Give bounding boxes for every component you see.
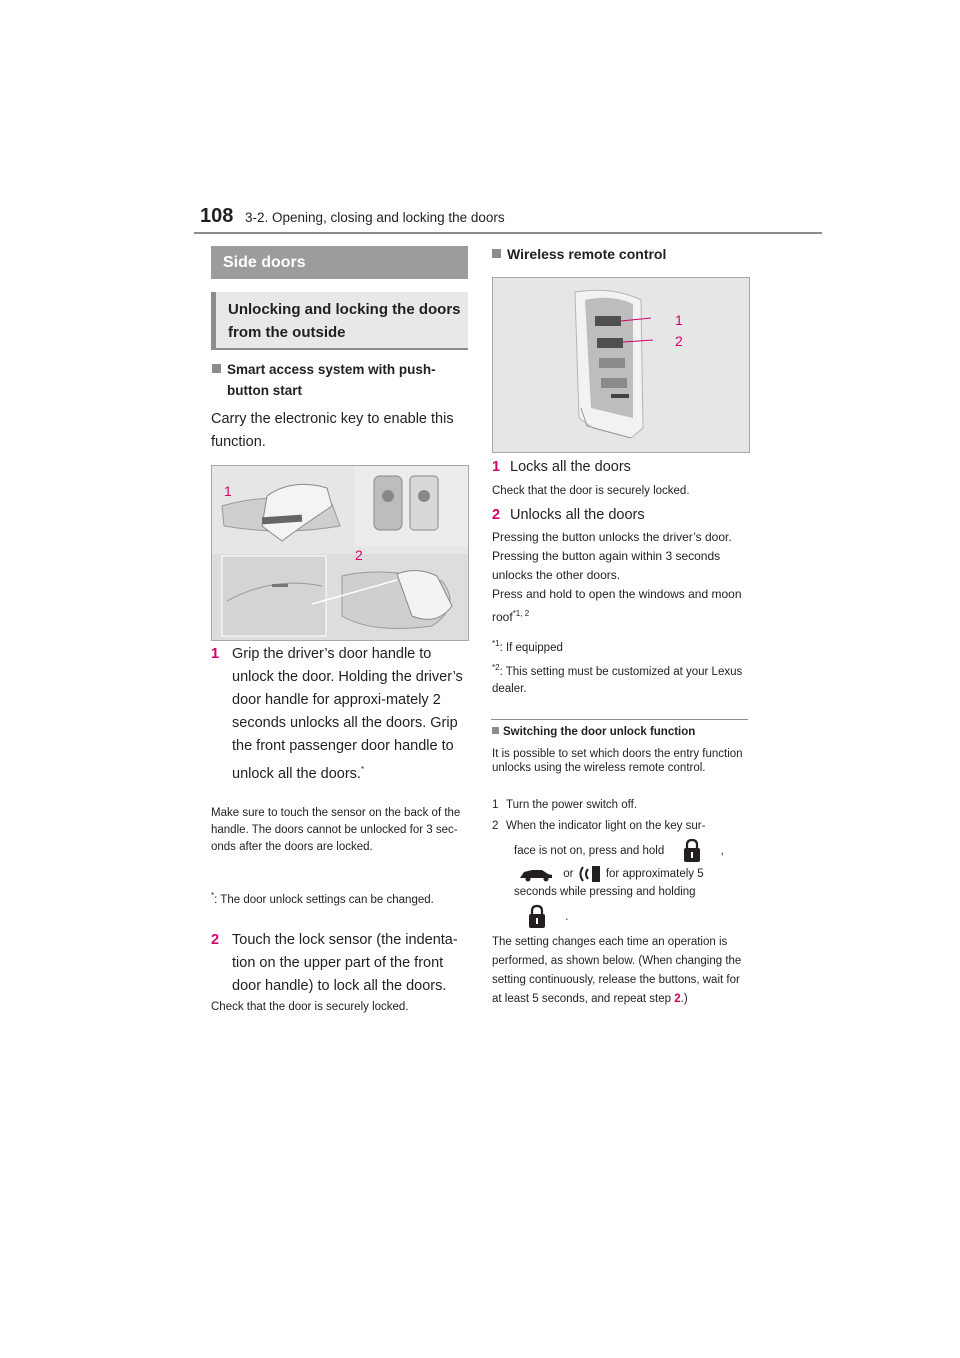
right-footnote-2: $^{*2}$: This setting must be customized at your Lexus dealer. bbox=[492, 663, 743, 695]
step-text: Locks all the doors bbox=[510, 459, 631, 475]
step-number: 1 bbox=[211, 646, 220, 662]
figure-label-2: 2 bbox=[675, 333, 683, 349]
square-bullet-icon bbox=[492, 249, 501, 258]
intro-text: Carry the electronic key to enable this function. bbox=[211, 411, 454, 450]
switch-step-2: 2 When the indicator light on the key sur- bbox=[492, 820, 706, 832]
header-rule bbox=[194, 232, 822, 234]
square-bullet-icon bbox=[212, 364, 221, 373]
step-text: Touch the lock sensor (the indenta-tion on the upper part of the front door handle) to lock all the doors. bbox=[232, 932, 458, 994]
step-number: 2 bbox=[211, 932, 220, 948]
car-unlock-icon bbox=[518, 866, 554, 882]
wireless-heading: Wireless remote control bbox=[492, 244, 748, 265]
step-number: 2 bbox=[492, 507, 501, 523]
step-text: Grip the driver’s door handle to unlock the door. Holding the driver’s door handle for approxi-mately 2 seconds unlocks all the doors. Grip the front passenger door handle to unlock all the doors. bbox=[232, 646, 463, 782]
right-step-2-note: Pressing the button unlocks the driver’s door. Pressing the button again within 3 seconds unlocks the other doors. Press and hold to open the windows and moon roof$^{*1, 2}$ bbox=[492, 530, 742, 624]
right-step-2 bbox=[492, 504, 748, 527]
page-number: 108 bbox=[200, 205, 234, 227]
right-step-1-note: Check that the door is securely locked. bbox=[492, 485, 690, 497]
left-footnote: *: The door unlock settings can be changed. bbox=[211, 891, 434, 906]
switch-step-2-line3: or for approximately 5 bbox=[514, 863, 748, 885]
right-footnote-1: $^{*1}$: If equipped bbox=[492, 639, 563, 654]
switch-step-2-line4: seconds while pressing and holding bbox=[514, 886, 696, 898]
lock-icon bbox=[681, 838, 703, 864]
figure-label-2: 2 bbox=[355, 547, 363, 563]
footnote-ref: * bbox=[360, 765, 365, 774]
figure-label-1: 1 bbox=[675, 312, 683, 328]
left-step-1 bbox=[211, 643, 469, 782]
subsection-title: Unlocking and locking the doors from the outside bbox=[211, 292, 468, 350]
left-step-1-note: Make sure to touch the sensor on the back of the handle. The doors cannot be unlocked for 3 sec-onds after the doors are locked. bbox=[211, 807, 461, 853]
step-text: Unlocks all the doors bbox=[510, 507, 645, 523]
running-head: 3-2. Opening, closing and locking the doors bbox=[245, 210, 505, 225]
switch-intro: It is possible to set which doors the entry function unlocks using the wireless remote control. bbox=[492, 748, 743, 774]
figure-label-1: 1 bbox=[224, 483, 232, 499]
step-number: 1 bbox=[492, 459, 501, 475]
door-handle-illustration bbox=[212, 466, 468, 640]
smart-access-heading: Smart access system with push-button start bbox=[212, 359, 468, 401]
left-step-2 bbox=[211, 929, 469, 994]
door-handle-figure bbox=[211, 465, 469, 641]
switch-step-1: 1 Turn the power switch off. bbox=[492, 799, 638, 811]
section-title: Side doors bbox=[211, 246, 468, 279]
key-fob-figure bbox=[492, 277, 750, 453]
panic-alarm-icon bbox=[577, 864, 603, 884]
switch-step-2-line2: face is not on, press and hold , bbox=[514, 838, 748, 864]
key-fob-illustration bbox=[493, 278, 749, 452]
square-bullet-icon bbox=[492, 727, 499, 734]
lock-icon bbox=[526, 904, 548, 930]
divider bbox=[491, 719, 748, 720]
left-step-2-note: Check that the door is securely locked. bbox=[211, 1001, 409, 1013]
switch-heading: Switching the door unlock function bbox=[492, 724, 748, 741]
change-note: The setting changes each time an operation is performed, as shown below. (When changing the setting continuously, release the buttons, wait for at least 5 seconds, and repeat step 2.) bbox=[492, 936, 742, 1005]
switch-step-2-line5: . bbox=[514, 904, 748, 930]
right-step-1 bbox=[492, 456, 748, 479]
